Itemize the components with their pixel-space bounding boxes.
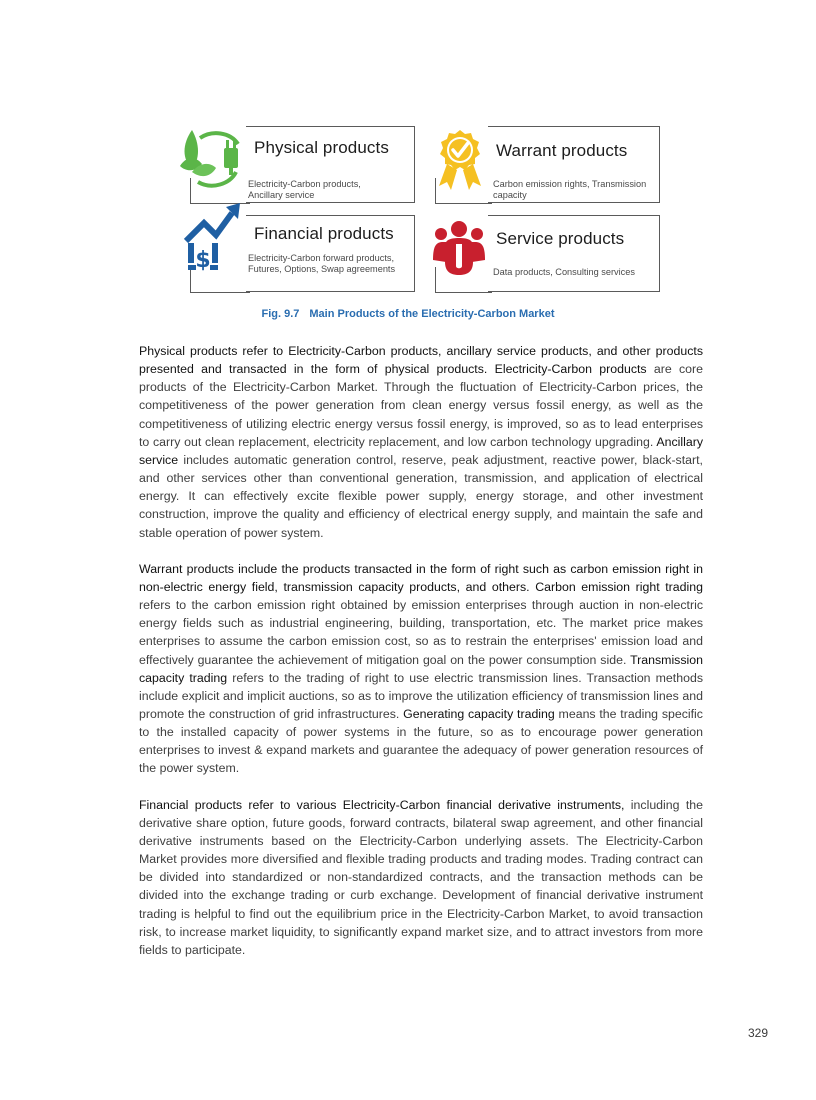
card-description-line: Electricity-Carbon products, <box>248 179 361 189</box>
card-title: Warrant products <box>496 141 628 160</box>
card-physical-products <box>190 126 415 204</box>
page-number: 329 <box>748 1026 769 1040</box>
body-text <box>139 342 703 977</box>
bold-term: Generating capacity trading <box>403 706 555 721</box>
bold-term: Ancillary service <box>139 434 703 467</box>
card-description-line: Carbon emission rights, Transmission <box>493 179 647 189</box>
card-financial-products <box>190 215 415 293</box>
card-description-line: capacity <box>493 190 527 200</box>
card-service-products <box>435 215 660 293</box>
text-run: are core products of the Electricity-Carbon Market. Through the fluctuation of Electricity-Carbon prices, the competitiveness of the power generation from clean energy versus fossil energy, as well as the competitiveness of utilizing electric energy versus fossil energy, is improved, so as to lead enterprises to carry out clean replacement, electricity replacement, and low carbon technology upgrading. <box>139 362 703 449</box>
text-run: refers to the carbon emission right obtained by emission enterprises through auction in non-electric energy fields such as industrial engineering, building, transportation, etc. The market price makes enterprises to assume the carbon emission cost, so as to restrain the enterprises' emission load and effectively guarantee the achievement of mitigation goal on the power consumption side. <box>139 598 703 667</box>
card-description-line: Futures, Options, Swap agreements <box>248 264 396 274</box>
card-frame <box>488 215 660 292</box>
paragraph-physical-products <box>139 342 703 542</box>
card-title: Physical products <box>254 138 389 157</box>
card-title: Service products <box>496 229 625 248</box>
card-bottom-line <box>435 203 492 204</box>
text-run: including the derivative share option, future goods, forward contracts, bilateral swap agreement, and other financial derivative instruments based on the Electricity-Carbon underlying assets. The Electricity-Carbon Market provides more diversified and flexible trading products and trading modes. Trading contract can be divided into standardized or non-standardized contracts, and the transaction methods can be divided into the exchange trading or curb exchange. Development of financial derivative instrument trading is helpful to find out the equilibrium price in the Electricity-Carbon Market, to avoid transaction risk, to increase market liquidity, to significantly expand market size, and to attract investors from more fields to participate. <box>139 797 703 957</box>
bold-term: Warrant products include the products transacted in the form of right such as carbon emission right in non-electric energy field, transmission capacity products, and others. Carbon emission right trading <box>139 561 703 594</box>
text-run: means the trading specific to the installed capacity of power systems in the future, so as to encourage power generation enterprises to invest & expand markets and guarantee the adequacy of power generation resources of the power system. <box>139 706 703 776</box>
figure-number: Fig. 9.7 <box>261 308 300 320</box>
card-description-line: Data products, Consulting services <box>493 267 635 277</box>
card-bottom-line <box>435 292 492 293</box>
text-run: includes automatic generation control, reserve, peak adjustment, reactive power, black-start, and other services other than conventional generation, transmission, and application of electrical energy. It can effectively excite flexible power supply, energy storage, and other investment construction, improve the quality and efficiency of electrical energy supply, and maintain the safe and stable operation of power system. <box>139 452 703 540</box>
svg-text:$: $ <box>195 248 211 273</box>
card-warrant-products <box>435 126 660 204</box>
bold-term: Financial products refer to various Electricity-Carbon financial derivative instruments, <box>139 797 625 812</box>
bold-term: Transmission capacity trading <box>139 652 703 685</box>
bold-term: Physical products refer to Electricity-Carbon products, ancillary service products, and other products presented and transacted in the form of physical products. Electricity-Carbon products <box>139 344 703 377</box>
paragraph-warrant-products <box>139 560 703 778</box>
card-description <box>248 253 395 275</box>
figure-main-products <box>0 0 816 330</box>
paragraph-financial-products <box>139 796 703 959</box>
card-description <box>248 179 361 201</box>
card-description <box>493 179 646 201</box>
text-run: refers to the trading of right to use electric transmission lines. Transaction methods include explicit and implicit auctions, so as to improve the utilization efficiency of transmission lines and promote the construction of grid infrastructures. <box>139 670 703 721</box>
card-bottom-line <box>190 292 250 293</box>
card-description <box>493 267 635 278</box>
leaf-plug-icon <box>178 126 250 192</box>
card-description-line: Ancillary service <box>248 190 315 200</box>
card-title: Financial products <box>254 224 394 243</box>
figure-caption <box>0 308 816 320</box>
figure-caption-text: Main Products of the Electricity-Carbon Market <box>309 308 555 320</box>
dollar-growth-icon <box>182 201 244 281</box>
certificate-badge-icon <box>435 128 485 194</box>
people-group-icon <box>432 220 486 276</box>
card-description-line: Electricity-Carbon forward products, <box>248 253 395 263</box>
